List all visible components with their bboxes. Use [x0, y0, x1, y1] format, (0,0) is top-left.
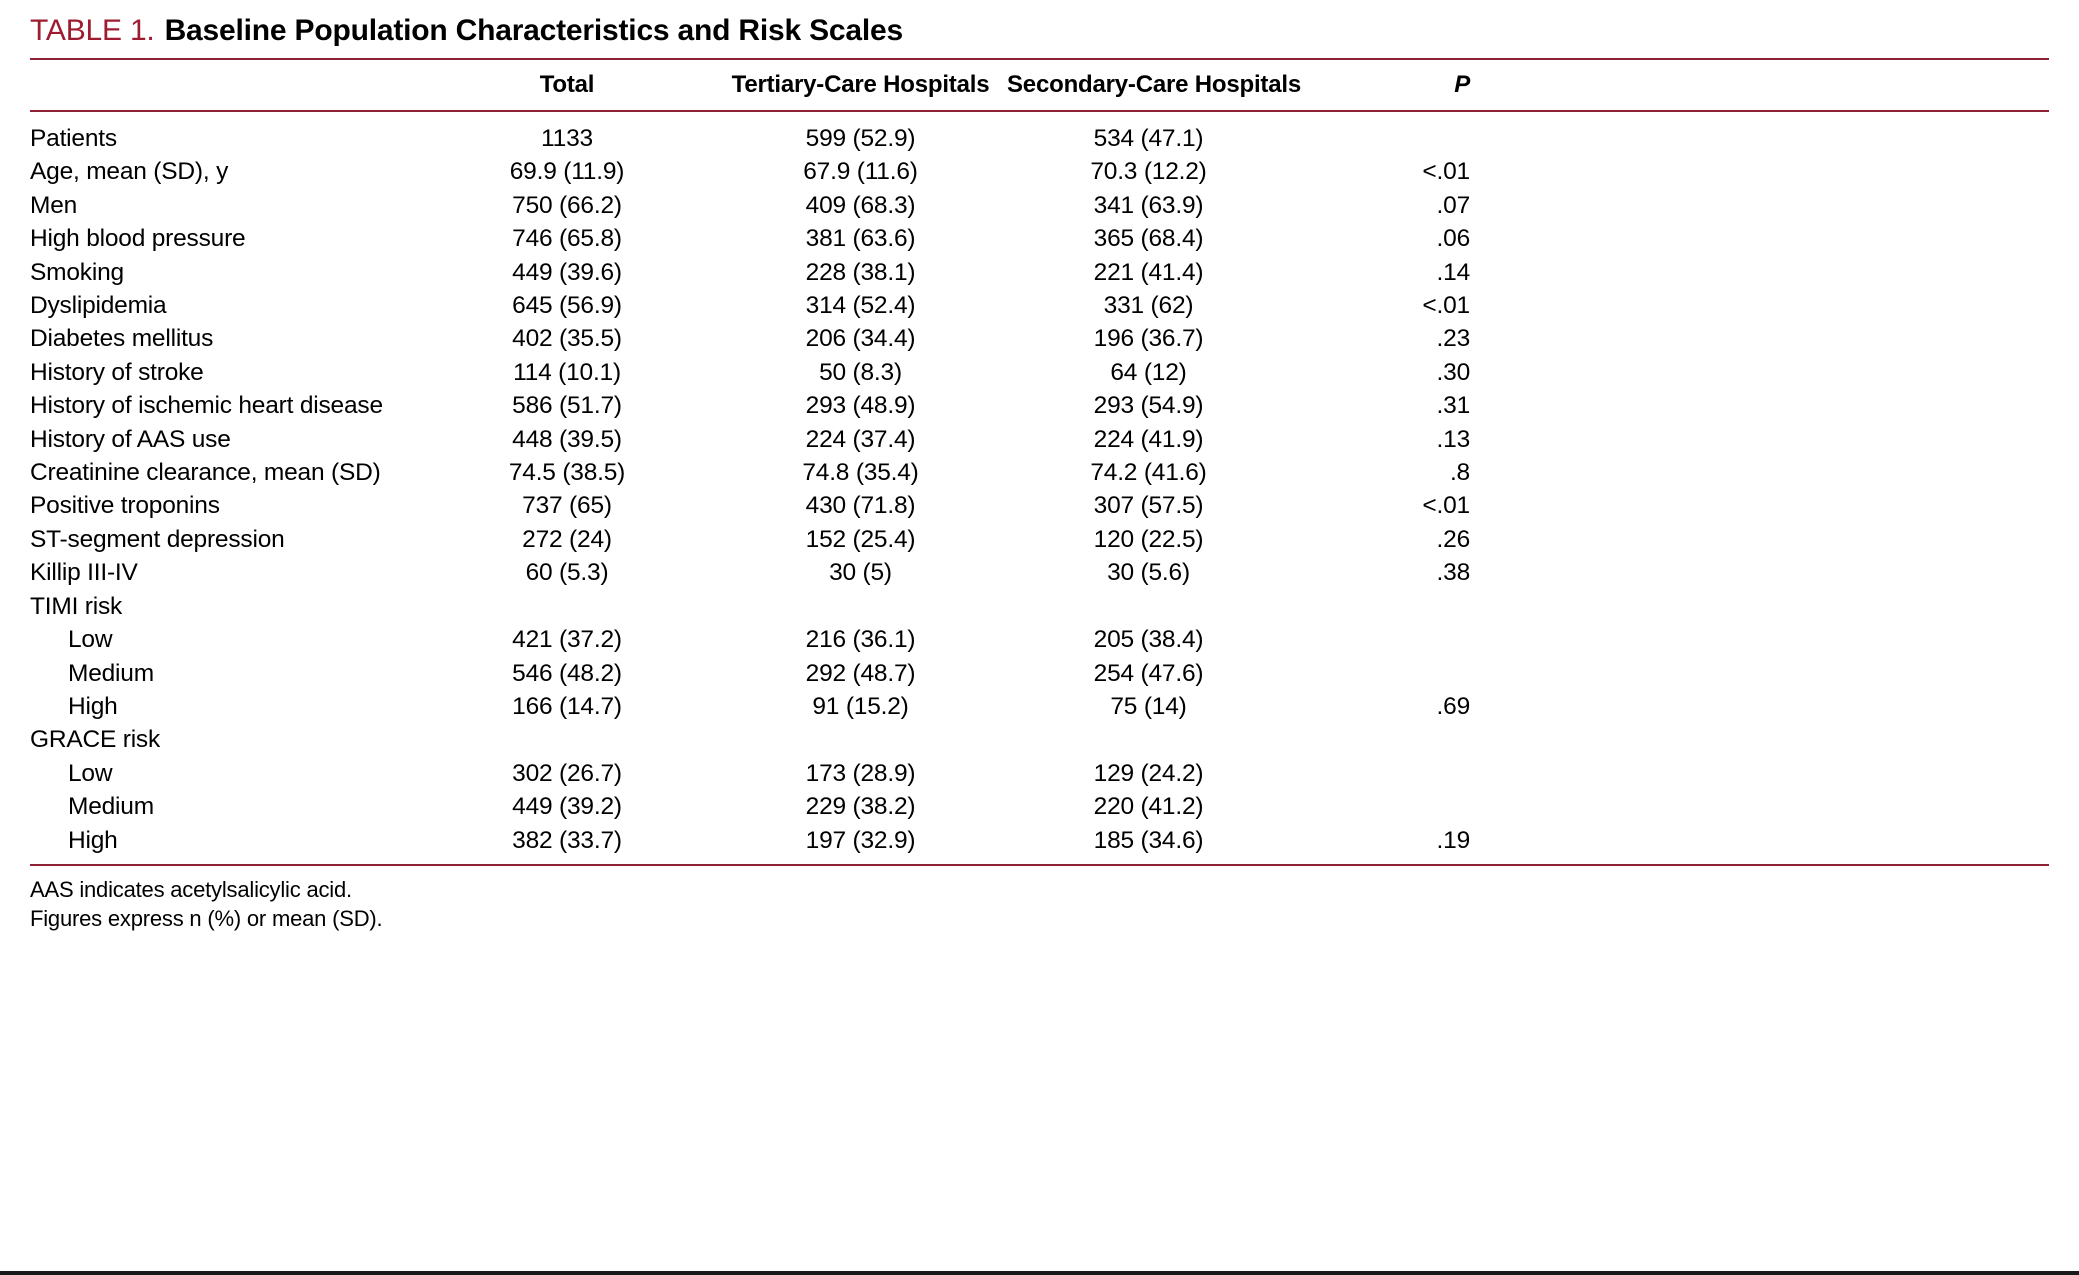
row-label: High: [68, 826, 118, 854]
cell-tertiary: [714, 723, 1007, 756]
table-row: [30, 155, 2049, 188]
cell-secondary: 254 (47.6): [1093, 659, 1204, 687]
row-label: Low: [68, 626, 113, 654]
cell-secondary: 331 (62): [1103, 292, 1194, 320]
cell-tertiary: 293 (48.9): [805, 392, 916, 420]
cell-total: 114 (10.1): [513, 358, 621, 386]
table-row: [30, 256, 2049, 289]
cell-tertiary: 197 (32.9): [805, 826, 916, 854]
cell-total: [420, 590, 714, 623]
cell-secondary: 365 (68.4): [1093, 225, 1204, 253]
cell-tertiary: 229 (38.2): [805, 793, 916, 821]
cell-filler: [1470, 723, 2049, 756]
row-label: TIMI risk: [30, 592, 123, 620]
table-row: [30, 456, 2049, 489]
table-row: [30, 523, 2049, 556]
table-row: [30, 189, 2049, 222]
cell-p-value: <.01: [1422, 492, 1470, 520]
cell-p-value: <.01: [1422, 292, 1470, 320]
table-row: [30, 222, 2049, 255]
cell-secondary: [1007, 723, 1290, 756]
cell-filler: [1470, 690, 2049, 723]
cell-total: 449 (39.2): [512, 793, 622, 821]
cell-total: 74.5 (38.5): [508, 459, 626, 487]
cell-secondary: 196 (36.7): [1093, 325, 1204, 353]
row-label: ST-segment depression: [30, 525, 285, 553]
cell-total: 750 (66.2): [512, 191, 622, 219]
row-label: Killip III-IV: [30, 559, 138, 587]
cell-filler: [1470, 189, 2049, 222]
row-label: Men: [30, 191, 78, 219]
row-label: Positive troponins: [30, 492, 220, 520]
row-label: Age, mean (SD), y: [30, 158, 229, 186]
cell-secondary: 224 (41.9): [1093, 425, 1204, 453]
row-label: High blood pressure: [30, 225, 246, 253]
cell-secondary: 120 (22.5): [1093, 525, 1204, 553]
cell-p-value: .30: [1436, 358, 1470, 386]
cell-tertiary: 74.8 (35.4): [802, 459, 919, 487]
cell-secondary: 220 (41.2): [1093, 793, 1204, 821]
cell-p-value: .07: [1436, 191, 1470, 219]
cell-tertiary: 430 (71.8): [805, 492, 916, 520]
row-label: Low: [68, 759, 113, 787]
cell-p-value: [1290, 623, 1470, 656]
cell-filler: [1470, 824, 2049, 865]
cell-secondary: [1007, 590, 1290, 623]
cell-filler: [1470, 623, 2049, 656]
table-number-label: TABLE 1.: [30, 14, 155, 47]
cell-filler: [1470, 556, 2049, 589]
table-row: [30, 111, 2049, 155]
footnote-figures: Figures express n (%) or mean (SD).: [30, 905, 383, 931]
column-header-p-value: P: [1290, 59, 1470, 111]
cell-tertiary: 216 (36.1): [805, 626, 916, 654]
cell-p-value: [1290, 723, 1470, 756]
cell-p-value: .19: [1436, 826, 1470, 854]
cell-secondary: 30 (5.6): [1107, 559, 1190, 587]
row-label: Smoking: [30, 258, 124, 286]
row-label: High: [68, 692, 118, 720]
row-label: Creatinine clearance, mean (SD): [30, 459, 381, 487]
table-row: [30, 657, 2049, 690]
cell-tertiary: 381 (63.6): [805, 225, 916, 253]
table-row: [30, 356, 2049, 389]
cell-tertiary: 409 (68.3): [805, 191, 916, 219]
table-caption: Baseline Population Characteristics and Risk Scales: [164, 14, 904, 47]
cell-secondary: 64 (12): [1110, 358, 1187, 386]
cell-total: 737 (65): [522, 492, 612, 520]
cell-tertiary: 173 (28.9): [805, 759, 916, 787]
cell-total: 60 (5.3): [525, 559, 609, 587]
cell-p-value: [1290, 657, 1470, 690]
column-header-secondary-care: Secondary-Care Hospitals: [1007, 59, 1290, 111]
cell-filler: [1470, 389, 2049, 422]
cell-p-value: [1290, 111, 1470, 155]
cell-tertiary: 152 (25.4): [805, 525, 916, 553]
cell-p-value: .26: [1436, 525, 1470, 553]
cell-total: 448 (39.5): [512, 425, 622, 453]
cell-p-value: [1290, 590, 1470, 623]
row-label: Patients: [30, 125, 117, 152]
table-row: [30, 623, 2049, 656]
row-label: History of AAS use: [30, 425, 231, 453]
table-row: [30, 757, 2049, 790]
cell-p-value: [1290, 790, 1470, 823]
cell-total: 746 (65.8): [512, 225, 622, 253]
cell-secondary: 341 (63.9): [1093, 191, 1204, 219]
cell-total: 272 (24): [522, 525, 612, 553]
cell-filler: [1470, 155, 2049, 188]
cell-tertiary: 292 (48.7): [805, 659, 916, 687]
cell-secondary: 70.3 (12.2): [1090, 158, 1207, 186]
cell-total: 449 (39.6): [512, 258, 622, 286]
row-label: Dyslipidemia: [30, 292, 167, 320]
table-row: [30, 322, 2049, 355]
row-label: History of stroke: [30, 358, 204, 386]
cell-total: 586 (51.7): [512, 392, 622, 420]
cell-tertiary: 599 (52.9): [805, 125, 916, 152]
cell-tertiary: 50 (8.3): [819, 358, 902, 386]
table-row: [30, 423, 2049, 456]
cell-p-value: .31: [1436, 392, 1470, 420]
table-row: [30, 489, 2049, 522]
table-title: [30, 12, 2049, 50]
table-row: [30, 824, 2049, 865]
table-footnotes: [30, 875, 2049, 933]
cell-secondary: 221 (41.4): [1093, 258, 1204, 286]
cell-secondary: 534 (47.1): [1093, 125, 1204, 152]
cell-p-value: [1290, 757, 1470, 790]
cell-filler: [1470, 289, 2049, 322]
cell-filler: [1470, 111, 2049, 155]
cell-filler: [1470, 356, 2049, 389]
row-label: Medium: [68, 793, 154, 821]
cell-total: 382 (33.7): [512, 826, 622, 854]
row-label: GRACE risk: [30, 726, 161, 754]
column-header-total: Total: [420, 59, 714, 111]
table-row: [30, 790, 2049, 823]
cell-total: [420, 723, 714, 756]
table-body: [30, 111, 2049, 865]
cell-filler: [1470, 256, 2049, 289]
cell-secondary: 75 (14): [1110, 692, 1187, 720]
cell-total: 546 (48.2): [512, 659, 622, 687]
cell-filler: [1470, 590, 2049, 623]
header-row: [30, 59, 2049, 111]
cell-tertiary: 206 (34.4): [805, 325, 916, 353]
cell-p-value: .8: [1449, 459, 1470, 487]
cell-p-value: .06: [1436, 225, 1470, 253]
column-header-filler: [1470, 59, 2049, 111]
cell-filler: [1470, 489, 2049, 522]
cell-filler: [1470, 757, 2049, 790]
table-row: [30, 289, 2049, 322]
cell-total: 302 (26.7): [512, 759, 622, 787]
cell-p-value: .69: [1436, 692, 1470, 720]
cell-p-value: <.01: [1422, 158, 1470, 186]
column-header-characteristic: [30, 59, 420, 111]
cell-filler: [1470, 523, 2049, 556]
cell-total: 645 (56.9): [512, 292, 622, 320]
cell-tertiary: 224 (37.4): [805, 425, 916, 453]
cell-p-value: .23: [1436, 325, 1470, 353]
table-section-row: [30, 723, 2049, 756]
cell-secondary: 129 (24.2): [1093, 759, 1204, 787]
cell-p-value: .13: [1436, 425, 1470, 453]
footnote-aas: AAS indicates acetylsalicylic acid.: [30, 876, 352, 902]
cell-filler: [1470, 322, 2049, 355]
cell-secondary: 185 (34.6): [1093, 826, 1204, 854]
cell-secondary: 307 (57.5): [1093, 492, 1204, 520]
table-row: [30, 389, 2049, 422]
row-label: Medium: [68, 659, 154, 687]
cell-tertiary: 228 (38.1): [805, 258, 916, 286]
cell-filler: [1470, 423, 2049, 456]
row-label: Diabetes mellitus: [30, 325, 214, 353]
cell-tertiary: 30 (5): [829, 559, 892, 587]
row-label: History of ischemic heart disease: [30, 392, 383, 420]
cell-total: 166 (14.7): [512, 692, 622, 720]
cell-tertiary: [714, 590, 1007, 623]
cell-filler: [1470, 790, 2049, 823]
cell-total: 402 (35.5): [512, 325, 622, 353]
table-section-row: [30, 590, 2049, 623]
cell-secondary: 293 (54.9): [1093, 392, 1204, 420]
cell-filler: [1470, 222, 2049, 255]
table-header: [30, 59, 2049, 111]
cell-p-value: .14: [1436, 258, 1470, 286]
cell-tertiary: 314 (52.4): [805, 292, 916, 320]
table-row: [30, 690, 2049, 723]
cell-secondary: 74.2 (41.6): [1090, 459, 1207, 487]
cell-total: 69.9 (11.9): [509, 158, 625, 186]
cell-filler: [1470, 456, 2049, 489]
baseline-characteristics-table: [30, 58, 2049, 866]
cell-filler: [1470, 657, 2049, 690]
cell-tertiary: 67.9 (11.6): [803, 158, 918, 186]
cell-total: 421 (37.2): [512, 626, 622, 654]
cell-p-value: .38: [1436, 559, 1470, 587]
cell-tertiary: 91 (15.2): [812, 692, 909, 720]
page-bottom-rule: [0, 1271, 2079, 1275]
cell-secondary: 205 (38.4): [1093, 626, 1204, 654]
table-row: [30, 556, 2049, 589]
column-header-tertiary-care: Tertiary-Care Hospitals: [714, 59, 1007, 111]
cell-total: 1133: [541, 125, 593, 152]
